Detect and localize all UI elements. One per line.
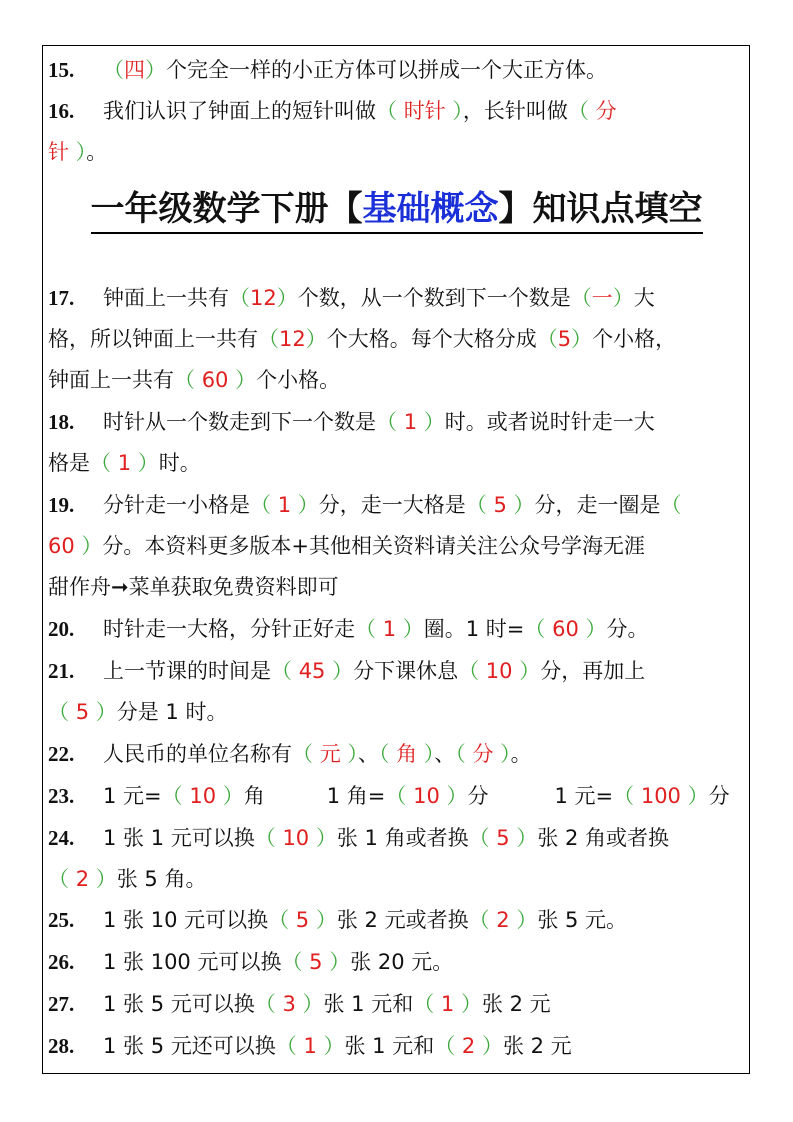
question-18-cont: 格是（ 1 ）时。 xyxy=(48,451,201,475)
answer: 60 xyxy=(201,368,229,392)
question-16: 16. 我们认识了钟面上的短针叫做（ 时针 ），长针叫做（ 分 xyxy=(48,91,748,131)
answer: 1 xyxy=(440,992,455,1016)
question-number: 17. xyxy=(48,286,75,310)
answer: 角 xyxy=(396,742,418,766)
answer: 100 xyxy=(640,784,681,808)
answer: 5 xyxy=(295,908,310,932)
question-number: 24. xyxy=(48,826,75,850)
answer: 45 xyxy=(298,659,326,683)
question-number: 15. xyxy=(48,58,75,82)
question-text: ，长针叫做 xyxy=(462,99,568,123)
question-17-cont2: 钟面上一共有（ 60 ）个小格。 xyxy=(48,368,341,392)
answer: 1 xyxy=(303,1034,317,1058)
answer: 10 xyxy=(189,784,217,808)
answer: 10 xyxy=(282,826,310,850)
answer: 3 xyxy=(282,992,296,1016)
answer: 5 xyxy=(557,327,572,351)
question-19-cont: 60 ）分。本资料更多版本+其他相关资料请关注公众号学海无涯 xyxy=(48,534,646,558)
question-18: 18. 时针从一个数走到下一个数是（ 1 ）时。或者说时针走一大 xyxy=(48,402,748,442)
question-number: 28. xyxy=(48,1034,75,1058)
answer: 12 xyxy=(279,327,306,351)
answer: 60 xyxy=(552,617,579,641)
question-number: 27. xyxy=(48,992,75,1016)
answer: 10 xyxy=(413,784,440,808)
section-title: 一年级数学下册【基础概念】知识点填空 xyxy=(0,184,793,234)
question-number: 18. xyxy=(48,410,75,434)
answer: 1 xyxy=(403,410,418,434)
question-15: 15. （四）个完全一样的小正方体可以拼成一个大正方体。 xyxy=(48,50,748,90)
question-25: 25. 1 张 10 元可以换（ 5 ）张 2 元或者换（ 2 ）张 5 元。 xyxy=(48,900,748,940)
answer: 5 xyxy=(493,493,507,517)
answer: 针 xyxy=(48,140,69,164)
answer: 分 xyxy=(472,742,494,766)
question-number: 25. xyxy=(48,908,75,932)
question-22: 22. 人民币的单位名称有（ 元 ）、（ 角 ）、（ 分 ）。 xyxy=(48,734,748,774)
answer: 2 xyxy=(75,867,90,891)
answer: 2 xyxy=(496,908,510,932)
question-number: 23. xyxy=(48,784,75,808)
question-21: 21. 上一节课的时间是（ 45 ）分下课休息（ 10 ）分，再加上 xyxy=(48,651,748,691)
question-24: 24. 1 张 1 元可以换（ 10 ）张 1 角或者换（ 5 ）张 2 角或者换 xyxy=(48,818,748,858)
answer: 1 xyxy=(382,617,397,641)
question-text: 我们认识了钟面上的短针叫做 xyxy=(103,99,376,123)
answer: 分 xyxy=(595,99,617,123)
question-number: 19. xyxy=(48,493,75,517)
answer: 60 xyxy=(48,534,75,558)
question-26: 26. 1 张 100 元可以换（ 5 ）张 20 元。 xyxy=(48,942,748,982)
question-number: 20. xyxy=(48,617,75,641)
question-24-cont: （ 2 ）张 5 角。 xyxy=(48,867,207,891)
answer: 5 xyxy=(496,826,510,850)
question-number: 16. xyxy=(48,99,75,123)
answer: 10 xyxy=(485,659,513,683)
question-21-cont: （ 5 ）分是 1 时。 xyxy=(48,700,228,724)
answer: 5 xyxy=(309,950,323,974)
question-28: 28. 1 张 5 元还可以换（ 1 ）张 1 元和（ 2 ）张 2 元 xyxy=(48,1026,748,1066)
question-16-cont: 针 ）。 xyxy=(48,140,108,164)
question-17-cont: 格，所以钟面上一共有（12）个大格。每个大格分成（5）个小格， xyxy=(48,327,677,351)
answer: 1 xyxy=(277,493,292,517)
question-23: 23. 1 元=（ 10 ）角 1 角=（ 10 ）分 1 元=（ 100 ）分 xyxy=(48,776,748,816)
question-19: 19. 分针走一小格是（ 1 ）分，走一大格是（ 5 ）分，走一圈是（ xyxy=(48,485,748,525)
answer: 2 xyxy=(461,1034,476,1058)
question-27: 27. 1 张 5 元可以换（ 3 ）张 1 元和（ 1 ）张 2 元 xyxy=(48,984,748,1024)
answer: 12 xyxy=(250,286,277,310)
answer: 1 xyxy=(117,451,132,475)
question-19-cont2: 甜作舟➞菜单获取免费资料即可 xyxy=(48,575,339,599)
answer: 元 xyxy=(319,742,341,766)
question-number: 21. xyxy=(48,659,75,683)
answer: 5 xyxy=(75,700,90,724)
answer: 一 xyxy=(591,286,613,310)
question-number: 26. xyxy=(48,950,75,974)
question-17: 17. 钟面上一共有（12）个数，从一个数到下一个数是（一）大 xyxy=(48,278,748,318)
question-number: 22. xyxy=(48,742,75,766)
question-20: 20. 时针走一大格，分针正好走（ 1 ）圈。1 时=（ 60 ）分。 xyxy=(48,609,748,649)
question-text: 个完全一样的小正方体可以拼成一个大正方体。 xyxy=(166,58,607,82)
answer: 时针 xyxy=(403,99,446,123)
answer: 四 xyxy=(124,58,145,82)
